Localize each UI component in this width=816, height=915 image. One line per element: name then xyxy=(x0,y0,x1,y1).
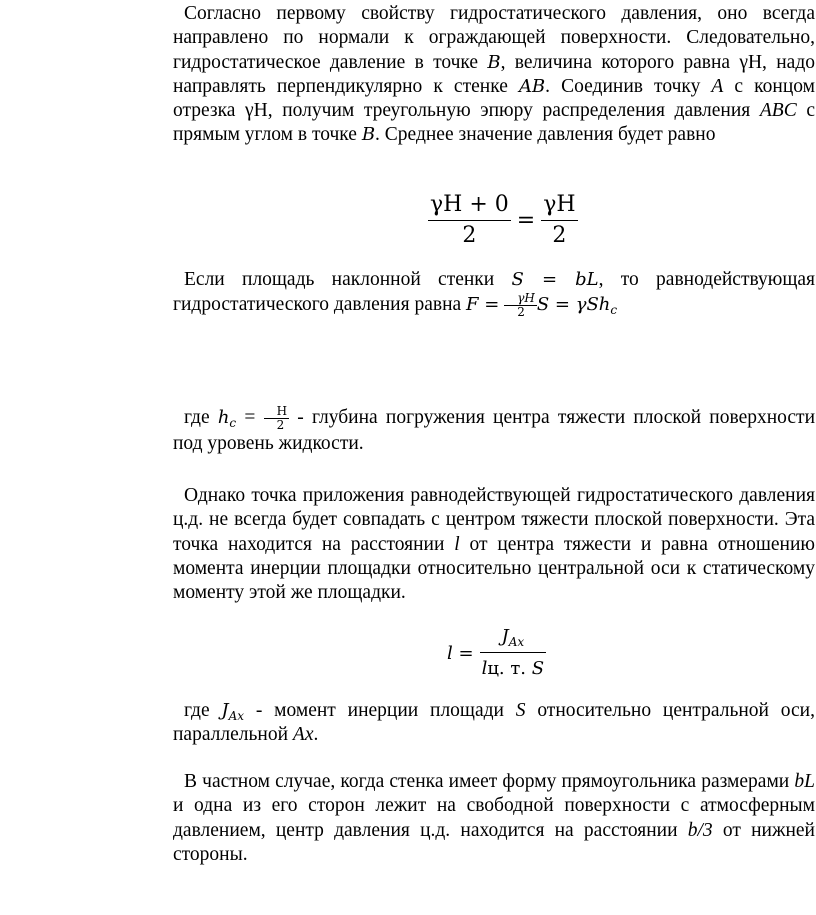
text: от нижней стороны. xyxy=(173,819,815,865)
text: Согласно первому свойству гидростатического давления, оно всегда направлено по нормали к ограждающей поверхности. Следовательно, гидростатическое давление в точке xyxy=(173,3,815,73)
text: . Соединив точку xyxy=(545,75,712,97)
math-var: S xyxy=(515,700,526,721)
paragraph-centroid-depth xyxy=(173,405,815,456)
math-var: A xyxy=(711,75,724,97)
fraction-denominator xyxy=(480,652,547,684)
fraction xyxy=(480,622,547,684)
text: . Среднее значение давления будет равно xyxy=(375,124,716,146)
formula-eccentricity xyxy=(447,622,546,684)
fraction-denominator: 2 xyxy=(428,220,511,251)
math-subscript: Ax xyxy=(228,709,245,723)
fraction-denominator: 2 xyxy=(541,220,577,251)
fraction xyxy=(541,190,577,251)
equals-sign: = xyxy=(236,406,264,428)
fraction xyxy=(504,292,537,319)
text: - глубина погружения центра тяжести плоской поверхности под уровень жидкости. xyxy=(173,406,816,454)
math-var: J xyxy=(501,626,509,647)
text: где xyxy=(184,700,222,721)
paragraph-pressure-direction xyxy=(173,2,815,148)
math-expression: S = bL xyxy=(511,269,599,290)
paragraph-rectangular-wall xyxy=(173,770,815,867)
text: В частном случае, когда стенка имеет форму прямоугольника размерами xyxy=(184,771,795,792)
fraction-numerator xyxy=(500,622,527,652)
math-var: l xyxy=(481,658,488,679)
math-var: J xyxy=(221,700,229,721)
fraction-numerator: γH xyxy=(543,192,576,217)
text: с прямым углом в точке xyxy=(173,100,815,146)
math-var: h xyxy=(217,406,230,428)
math-expression: S = γSh xyxy=(536,294,611,316)
math-var: AB xyxy=(518,75,546,97)
fraction-denominator: 2 xyxy=(504,305,537,319)
text: - момент инерции площади xyxy=(244,700,516,721)
math-var: b/3 xyxy=(687,819,713,841)
math-var: l xyxy=(454,533,460,555)
math-var: B xyxy=(487,51,501,73)
fraction-numerator: γH + 0 xyxy=(430,192,509,217)
paragraph-resultant-force xyxy=(173,268,815,319)
math-var: ABC xyxy=(759,100,797,122)
equals-sign: = xyxy=(516,208,536,233)
math-expression: l = xyxy=(447,642,474,664)
math-var: bL xyxy=(794,771,815,792)
text: с концом отрезка γН, получим треугольную эпюру распределения давления xyxy=(173,75,816,122)
text: Однако точка приложения равнодействующей гидростатического давления ц.д. не всегда будет совпадать с центром тяжести плоской поверхности. Эта точка находится на расстоянии xyxy=(173,485,815,555)
paragraph-center-of-pressure xyxy=(173,484,815,605)
text: , величина которого равна γН, надо направлять перпендикулярно к стенке xyxy=(173,51,815,97)
text: . xyxy=(313,724,319,746)
fraction xyxy=(428,190,511,251)
math-text: ц. т. xyxy=(487,658,532,679)
text: , то равнодействующая гидростатического давления равна xyxy=(173,269,815,316)
fraction-numerator: H xyxy=(276,404,288,418)
text: от центра тяжести и равна отношению момента инерции площадки относительно центральной оси к статическому моменту этой же площадки. xyxy=(173,533,815,604)
fraction-numerator: γH xyxy=(517,291,535,306)
math-var: S xyxy=(531,658,545,679)
math-var: B xyxy=(361,124,376,146)
fraction xyxy=(264,405,289,432)
text: Если площадь наклонной стенки xyxy=(184,269,512,290)
fraction-denominator: 2 xyxy=(264,418,289,432)
math-subscript: c xyxy=(610,303,618,318)
math-var: Ax xyxy=(292,724,314,746)
text: относительно центральной оси, параллельной xyxy=(173,700,815,746)
paragraph-moment-of-inertia xyxy=(173,699,815,748)
math-expression: F = xyxy=(466,294,500,316)
math-subscript: c xyxy=(229,415,237,430)
text: где xyxy=(184,406,218,428)
text: и одна из его сторон лежит на свободной поверхности с атмосферным давлением, центр давления ц.д. находится на расстоянии xyxy=(173,795,815,841)
math-subscript: Ax xyxy=(508,635,525,649)
formula-average-pressure xyxy=(428,190,578,251)
